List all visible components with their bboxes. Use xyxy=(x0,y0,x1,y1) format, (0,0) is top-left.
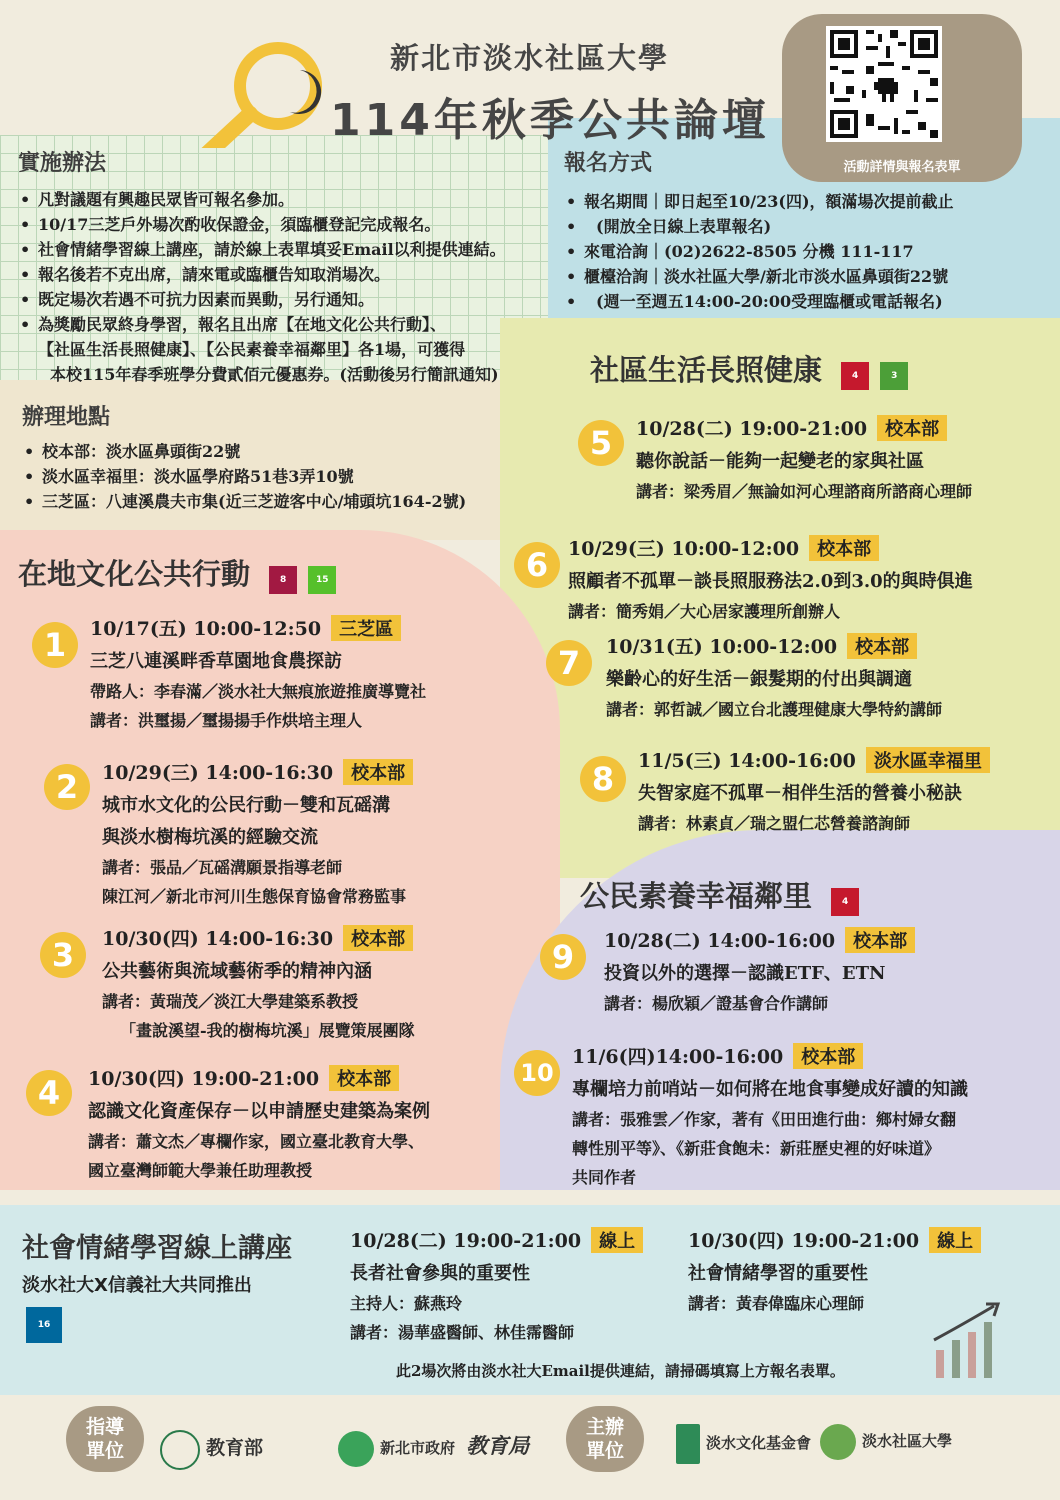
event-date: 11/6(四)14:00-16:00 xyxy=(572,1046,784,1068)
event-number: 5 xyxy=(578,420,624,466)
event-date: 10/31(五) 10:00-12:00 xyxy=(606,636,838,658)
event-title: 城市水文化的公民行動－雙和瓦磘溝 xyxy=(102,795,390,816)
signup-list xyxy=(564,189,954,314)
event-speaker: 轉性別平等》、《新莊食飽未：新莊歷史裡的好味道》 xyxy=(572,1139,941,1158)
venue-tag: 線上 xyxy=(591,1227,643,1253)
guide-label xyxy=(66,1406,144,1472)
sdg-land-icon: 15 xyxy=(308,566,336,594)
event-title: 三芝八連溪畔香草園地食農探訪 xyxy=(90,651,342,672)
venue-tag: 校本部 xyxy=(793,1043,863,1069)
edu-bureau-name: 教育局 xyxy=(466,1433,530,1458)
venue-item: • 校本部：淡水區鼻頭街22號 xyxy=(22,439,466,464)
host-label-line: 主辦 xyxy=(585,1416,624,1438)
sdg-education-icon: 4 xyxy=(831,888,859,916)
qr-code[interactable] xyxy=(826,26,942,142)
event-speaker: 講者：洪璽揚／璽揚揚手作烘培主理人 xyxy=(90,711,363,730)
event-date: 10/29(三) 14:00-16:30 xyxy=(102,762,334,784)
rules-item: • 既定場次若遇不可抗力因素而異動，另行通知。 xyxy=(18,287,506,312)
rules-item: • 凡對議題有興趣民眾皆可報名參加。 xyxy=(18,187,506,212)
event-title: 公共藝術與流域藝術季的精神內涵 xyxy=(102,961,372,982)
qr-caption: 活動詳情與報名表單 xyxy=(843,160,961,175)
foundation-mark-icon xyxy=(676,1424,700,1464)
event-date: 10/17(五) 10:00-12:50 xyxy=(90,618,322,640)
header-forum-title: 114年秋季公共論壇 xyxy=(330,95,770,146)
event-date: 11/5(三) 14:00-16:00 xyxy=(638,750,856,772)
event-title: 長者社會參與的重要性 xyxy=(350,1263,530,1284)
rules-title: 實施辦法 xyxy=(18,150,107,176)
event-title: 聽你說話－能夠一起變老的家與社區 xyxy=(636,451,924,472)
header-school-name: 新北市淡水社區大學 xyxy=(390,41,670,75)
venue-item: • 淡水區幸福里：淡水區學府路51巷3弄10號 xyxy=(22,464,466,489)
venues-section xyxy=(22,400,466,514)
event-speaker: 講者：張雅雲／作家，著有《田田進行曲：鄉村婦女翻 xyxy=(572,1110,957,1129)
host-label-line: 單位 xyxy=(585,1440,624,1462)
event-title: 社會情緒學習的重要性 xyxy=(688,1263,868,1284)
event-speaker: 講者：楊欣穎／證基會合作講師 xyxy=(604,994,829,1013)
venue-tag: 線上 xyxy=(929,1227,981,1253)
tamsui-cu-name: 淡水社區大學 xyxy=(862,1432,953,1450)
event-speaker: 講者：黃瑞茂／淡江大學建築系教授 xyxy=(102,992,359,1011)
event-date: 10/29(三) 10:00-12:00 xyxy=(568,538,800,560)
event-title: 照顧者不孤單－談長照服務法2.0到3.0的與時俱進 xyxy=(568,571,973,592)
event-title: 認識文化資產保存－以申請歷史建築為案例 xyxy=(88,1101,430,1122)
signup-item: • 報名期間｜即日起至10/23(四)，額滿場次提前截止 xyxy=(564,189,954,214)
event-title: 樂齡心的好生活－銀髮期的付出與調適 xyxy=(606,669,912,690)
event-guide: 帶路人：李春滿／淡水社大無痕旅遊推廣導覽社 xyxy=(90,682,427,701)
venue-tag: 校本部 xyxy=(343,759,413,785)
rules-continuation: 【社區生活長照健康】、【公民素養幸福鄰里】各1場，可獲得 xyxy=(38,340,466,359)
event-title: 失智家庭不孤單－相伴生活的營養小秘訣 xyxy=(638,783,962,804)
sdg-education-icon: 4 xyxy=(841,362,869,390)
event-card xyxy=(102,924,415,1041)
venues-list xyxy=(22,439,466,514)
signup-item: • 來電洽詢｜(02)2622-8505 分機 111-117 xyxy=(564,239,954,264)
tamsui-foundation-logo xyxy=(676,1424,811,1464)
event-card xyxy=(638,746,990,834)
civic-title: 公民素養幸福鄰里 xyxy=(580,879,813,913)
venue-item: • 三芝區：八連溪農夫市集(近三芝遊客中心/埔頭坑164-2號) xyxy=(22,489,466,514)
event-speaker: 講者：黃春偉臨床心理師 xyxy=(688,1294,865,1313)
event-speaker: 講者：郭哲誠／國立台北護理健康大學特約講師 xyxy=(606,700,943,719)
event-date: 10/30(四) 19:00-21:00 xyxy=(88,1068,320,1090)
rules-item: • 10/17三芝戶外場次酌收保證金，須臨櫃登記完成報名。 xyxy=(18,212,506,237)
moe-logo xyxy=(160,1430,263,1470)
venue-tag: 校本部 xyxy=(343,925,413,951)
signup-sub: • (開放全日線上表單報名) xyxy=(564,214,954,239)
event-speaker: 國立臺灣師範大學兼任助理教授 xyxy=(88,1161,313,1180)
event-number: 3 xyxy=(40,932,86,978)
event-speaker: 講者：蕭文杰／專欄作家，國立臺北教育大學、 xyxy=(88,1132,425,1151)
venue-tag: 校本部 xyxy=(877,415,947,441)
rules-continuation: 本校115年春季班學分費貳佰元優惠券。(活動後另行簡訊通知) xyxy=(50,365,499,384)
event-date: 10/28(二) 19:00-21:00 xyxy=(636,418,868,440)
culture-header xyxy=(18,552,336,594)
signup-item: • 櫃檯洽詢｜淡水社區大學/新北市淡水區鼻頭街22號 xyxy=(564,264,954,289)
event-speaker: 講者：簡秀娟／大心居家護理所創辦人 xyxy=(568,602,841,621)
event-number: 9 xyxy=(540,934,586,980)
event-number: 6 xyxy=(514,542,560,588)
event-number: 8 xyxy=(580,756,626,802)
signup-sub: • (週一至週五14:00-20:00受理臨櫃或電話報名) xyxy=(564,289,954,314)
culture-title: 在地文化公共行動 xyxy=(18,557,251,591)
event-speaker: 講者：張品／瓦磘溝願景指導老師 xyxy=(102,858,343,877)
signup-title: 報名方式 xyxy=(564,150,653,176)
online-subtitle: 淡水社大X信義社大共同推出 xyxy=(22,1275,252,1296)
event-date: 10/28(二) 19:00-21:00 xyxy=(350,1230,582,1252)
rules-list xyxy=(18,187,506,337)
moe-seal-icon xyxy=(160,1430,200,1470)
ntpc-emblem-icon xyxy=(338,1431,374,1467)
event-host: 主持人：蘇燕玲 xyxy=(350,1294,463,1313)
event-speaker: 講者：林素貞／瑞之盟仁芯營養諮詢師 xyxy=(638,814,911,833)
ntpc-name: 新北市政府 xyxy=(380,1439,456,1457)
event-card xyxy=(88,1064,430,1181)
event-card xyxy=(90,614,426,731)
tamsui-cu-logo xyxy=(820,1424,952,1460)
event-number: 7 xyxy=(546,640,592,686)
online-note: 此2場次將由淡水社大Email提供連結，請掃碼填寫上方報名表單。 xyxy=(396,1362,845,1380)
event-date: 10/30(四) 19:00-21:00 xyxy=(688,1230,920,1252)
guide-label-line: 指導 xyxy=(85,1416,124,1438)
moe-name: 教育部 xyxy=(206,1437,264,1459)
venue-tag: 三芝區 xyxy=(331,615,401,641)
event-card xyxy=(568,534,973,622)
event-card xyxy=(604,926,915,1014)
signup-section xyxy=(564,146,954,314)
event-card xyxy=(102,758,413,907)
event-date: 10/30(四) 14:00-16:30 xyxy=(102,928,334,950)
event-speaker: 陳江河／新北市河川生態保育協會常務監事 xyxy=(102,887,407,906)
online-event-card xyxy=(350,1226,643,1343)
event-number: 1 xyxy=(32,622,78,668)
health-header xyxy=(590,348,908,390)
sdg-health-icon: 3 xyxy=(880,362,908,390)
rules-item: • 為獎勵民眾終身學習，報名且出席【在地文化公共行動】、 xyxy=(18,312,506,337)
tamsui-cu-emblem-icon xyxy=(820,1424,856,1460)
event-speaker: 「畫說溪望-我的樹梅坑溪」展覽策展團隊 xyxy=(120,1021,415,1040)
rules-item: • 報名後若不克出席，請來電或臨櫃告知取消場次。 xyxy=(18,262,506,287)
event-card xyxy=(606,632,942,720)
event-title: 專欄培力前哨站－如何將在地食事變成好讀的知識 xyxy=(572,1079,968,1100)
health-title: 社區生活長照健康 xyxy=(590,353,823,387)
event-date: 10/28(二) 14:00-16:00 xyxy=(604,930,836,952)
online-header xyxy=(22,1226,292,1343)
rules-item: • 社會情緒學習線上講座，請於線上表單填妥Email以利提供連結。 xyxy=(18,237,506,262)
event-number: 4 xyxy=(26,1070,72,1116)
sdg-peace-icon: 16 xyxy=(26,1307,62,1343)
growth-chart-icon xyxy=(930,1300,1006,1382)
ntpc-logo xyxy=(338,1430,529,1467)
online-title: 社會情緒學習線上講座 xyxy=(22,1233,292,1264)
foundation-name: 淡水文化基金會 xyxy=(706,1434,812,1452)
venue-tag: 校本部 xyxy=(329,1065,399,1091)
event-speaker: 共同作者 xyxy=(572,1168,637,1187)
host-label xyxy=(566,1406,644,1472)
venue-tag: 校本部 xyxy=(845,927,915,953)
civic-header xyxy=(580,874,859,916)
event-card xyxy=(572,1042,968,1188)
venue-tag: 淡水區幸福里 xyxy=(866,747,990,773)
venue-tag: 校本部 xyxy=(847,633,917,659)
sdg-work-icon: 8 xyxy=(269,566,297,594)
venues-title: 辦理地點 xyxy=(22,404,111,430)
venue-tag: 校本部 xyxy=(809,535,879,561)
event-title: 投資以外的選擇－認識ETF、ETN xyxy=(604,963,886,984)
event-title-cont: 與淡水樹梅坑溪的經驗交流 xyxy=(102,827,318,848)
event-speaker: 講者：湯華盛醫師、林佳霈醫師 xyxy=(350,1323,575,1342)
guide-label-line: 單位 xyxy=(85,1440,124,1462)
magnifier-icon xyxy=(178,28,338,148)
event-card xyxy=(636,414,972,502)
rules-section xyxy=(18,146,506,387)
event-number: 2 xyxy=(44,764,90,810)
event-speaker: 講者：梁秀眉／無論如河心理諮商所諮商心理師 xyxy=(636,482,973,501)
event-number: 10 xyxy=(514,1050,560,1096)
